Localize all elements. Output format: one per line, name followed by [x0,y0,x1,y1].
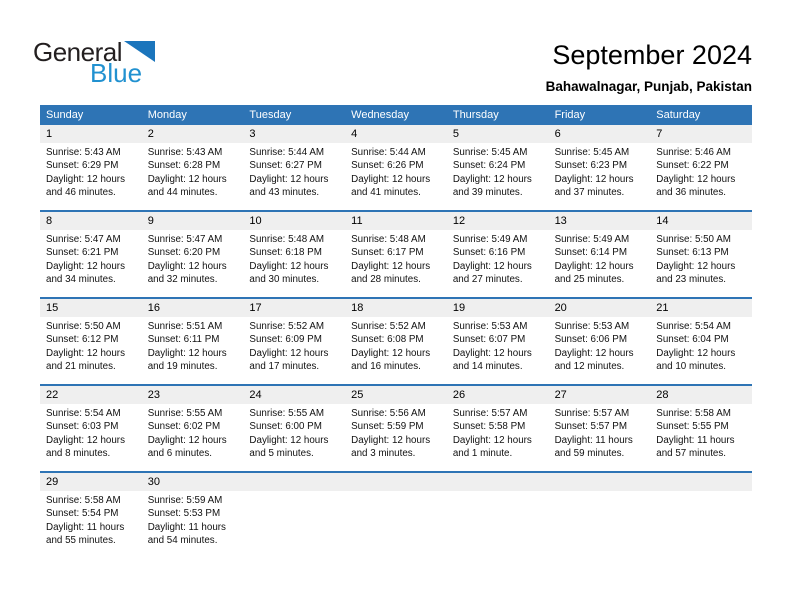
title-block [546,40,752,94]
day-cell-empty [447,473,549,560]
day-details [549,317,651,374]
daylight-text: Daylight: 12 hours and 5 minutes. [249,434,329,460]
sunrise-text: Sunrise: 5:45 AM [554,147,630,158]
sunrise-text: Sunrise: 5:55 AM [147,408,223,419]
day-cell-8 [40,212,142,297]
day-details [243,404,345,461]
day-details [650,491,752,494]
day-number [243,473,345,491]
day-number: 18 [345,299,447,317]
daylight-text: Daylight: 12 hours and 12 minutes. [554,347,634,373]
day-cell-9 [142,212,244,297]
sunset-text: Sunset: 6:16 PM [452,247,526,259]
weekday-header-thursday: Thursday [452,109,499,121]
sunrise-text: Sunrise: 5:45 AM [452,147,528,158]
sunset-text: Sunset: 6:17 PM [351,247,424,259]
day-details [142,230,244,287]
day-details [447,317,549,374]
day-number: 9 [142,212,244,230]
sunset-text: Sunset: 6:28 PM [147,160,221,172]
day-cell-11 [345,212,447,297]
day-details [447,404,549,461]
day-cell-28 [650,386,752,471]
sunrise-text: Sunrise: 5:50 AM [656,234,731,245]
sunset-text: Sunset: 6:13 PM [656,247,729,259]
day-details [549,404,651,461]
logo-text-general: General [33,37,122,67]
daylight-text: Daylight: 11 hours and 59 minutes. [554,434,633,460]
day-details [142,404,244,461]
weekday-header-wednesday: Wednesday [351,109,410,121]
day-details [40,404,142,461]
calendar-week-row [40,212,752,299]
weekday-header-friday: Friday [554,109,586,121]
calendar-week-row [40,125,752,212]
day-number: 28 [650,386,752,404]
day-number: 17 [243,299,345,317]
day-number: 14 [650,212,752,230]
day-cell-30 [142,473,244,560]
day-details [40,317,142,374]
day-cell-23 [142,386,244,471]
day-cell-12 [447,212,549,297]
sunset-text: Sunset: 6:18 PM [249,247,322,259]
sunrise-text: Sunrise: 5:48 AM [351,234,426,245]
sunset-text: Sunset: 6:02 PM [147,421,221,433]
daylight-text: Daylight: 12 hours and 19 minutes. [147,347,227,373]
day-details [549,491,651,494]
day-cell-7 [650,125,752,210]
sunset-text: Sunset: 6:08 PM [351,334,424,346]
day-cell-2 [142,125,244,210]
day-number: 21 [650,299,752,317]
day-number: 24 [243,386,345,404]
day-details [243,230,345,287]
weekday-header-saturday: Saturday [656,109,701,121]
sunset-text: Sunset: 6:22 PM [656,160,729,172]
sunset-text: Sunset: 6:24 PM [452,160,526,172]
daylight-text: Daylight: 12 hours and 39 minutes. [452,173,532,199]
day-cell-empty [549,473,651,560]
day-details [345,143,447,200]
sunset-text: Sunset: 6:27 PM [249,160,322,172]
daylight-text: Daylight: 12 hours and 44 minutes. [147,173,227,199]
daylight-text: Daylight: 12 hours and 1 minute. [452,434,532,460]
day-details [345,491,447,494]
sunrise-text: Sunrise: 5:44 AM [351,147,426,158]
day-number: 12 [447,212,549,230]
day-cell-empty [650,473,752,560]
day-details [142,317,244,374]
daylight-text: Daylight: 12 hours and 32 minutes. [147,260,227,286]
day-details [243,317,345,374]
day-number: 16 [142,299,244,317]
sunrise-text: Sunrise: 5:48 AM [249,234,325,245]
sunset-text: Sunset: 6:23 PM [554,160,627,172]
day-details [40,143,142,200]
daylight-text: Daylight: 12 hours and 8 minutes. [46,434,125,460]
calendar-week-row [40,386,752,473]
calendar-weeks [40,125,752,560]
weekday-header-sunday: Sunday [46,109,84,121]
day-number [345,473,447,491]
day-details [142,491,244,548]
sunset-text: Sunset: 5:57 PM [554,421,627,433]
sunrise-text: Sunrise: 5:43 AM [46,147,121,158]
day-details [447,143,549,200]
sunrise-text: Sunrise: 5:50 AM [46,321,121,332]
day-number: 11 [345,212,447,230]
day-details [549,230,651,287]
day-cell-6 [549,125,651,210]
sunrise-text: Sunrise: 5:58 AM [656,408,731,419]
day-number [549,473,651,491]
daylight-text: Daylight: 12 hours and 30 minutes. [249,260,329,286]
day-number: 10 [243,212,345,230]
daylight-text: Daylight: 12 hours and 3 minutes. [351,434,431,460]
day-cell-24 [243,386,345,471]
sunrise-text: Sunrise: 5:53 AM [452,321,528,332]
day-number: 2 [142,125,244,143]
day-cell-empty [243,473,345,560]
day-number [650,473,752,491]
sunrise-text: Sunrise: 5:59 AM [147,495,223,506]
page-subtitle: Bahawalnagar, Punjab, Pakistan [545,79,752,94]
day-number: 5 [447,125,549,143]
day-number: 4 [345,125,447,143]
day-details [650,230,752,287]
day-number: 8 [40,212,142,230]
day-cell-13 [549,212,651,297]
daylight-text: Daylight: 12 hours and 27 minutes. [452,260,532,286]
day-details [650,317,752,374]
sunrise-text: Sunrise: 5:47 AM [46,234,121,245]
calendar-week-row [40,299,752,386]
day-details [243,491,345,494]
day-cell-empty [345,473,447,560]
day-number: 29 [40,473,142,491]
day-details [650,143,752,200]
daylight-text: Daylight: 11 hours and 54 minutes. [147,521,226,547]
sunset-text: Sunset: 6:06 PM [554,334,627,346]
day-cell-17 [243,299,345,384]
daylight-text: Daylight: 12 hours and 28 minutes. [351,260,431,286]
day-number: 6 [549,125,651,143]
day-cell-22 [40,386,142,471]
day-number: 23 [142,386,244,404]
day-number: 7 [650,125,752,143]
day-cell-3 [243,125,345,210]
day-details [549,143,651,200]
sunset-text: Sunset: 6:03 PM [46,421,119,433]
day-number: 13 [549,212,651,230]
day-details [447,491,549,494]
sunset-text: Sunset: 5:53 PM [147,508,221,520]
day-details [243,143,345,200]
daylight-text: Daylight: 12 hours and 41 minutes. [351,173,431,199]
weekday-header-row [40,105,752,125]
day-number: 22 [40,386,142,404]
day-cell-5 [447,125,549,210]
day-cell-10 [243,212,345,297]
sunrise-text: Sunrise: 5:54 AM [46,408,121,419]
sunrise-text: Sunrise: 5:46 AM [656,147,731,158]
sunset-text: Sunset: 6:04 PM [656,334,729,346]
day-cell-25 [345,386,447,471]
day-cell-21 [650,299,752,384]
sunrise-text: Sunrise: 5:52 AM [351,321,426,332]
daylight-text: Daylight: 12 hours and 17 minutes. [249,347,329,373]
day-number: 20 [549,299,651,317]
day-number: 19 [447,299,549,317]
sunrise-text: Sunrise: 5:54 AM [656,321,731,332]
day-number: 25 [345,386,447,404]
day-details [345,230,447,287]
day-number: 3 [243,125,345,143]
day-details [447,230,549,287]
daylight-text: Daylight: 12 hours and 37 minutes. [554,173,634,199]
calendar-table [40,105,752,560]
sunrise-text: Sunrise: 5:49 AM [554,234,630,245]
sunset-text: Sunset: 6:07 PM [452,334,526,346]
day-cell-4 [345,125,447,210]
sunrise-text: Sunrise: 5:56 AM [351,408,426,419]
calendar-week-row [40,473,752,560]
day-number: 26 [447,386,549,404]
daylight-text: Daylight: 12 hours and 43 minutes. [249,173,329,199]
day-number: 15 [40,299,142,317]
day-cell-18 [345,299,447,384]
day-number: 1 [40,125,142,143]
day-cell-14 [650,212,752,297]
sunset-text: Sunset: 6:20 PM [147,247,221,259]
daylight-text: Daylight: 12 hours and 25 minutes. [554,260,634,286]
sunrise-text: Sunrise: 5:55 AM [249,408,325,419]
day-cell-29 [40,473,142,560]
sunrise-text: Sunrise: 5:57 AM [452,408,528,419]
day-cell-20 [549,299,651,384]
sunset-text: Sunset: 5:55 PM [656,421,729,433]
daylight-text: Daylight: 11 hours and 57 minutes. [656,434,735,460]
sunrise-text: Sunrise: 5:51 AM [147,321,223,332]
daylight-text: Daylight: 12 hours and 46 minutes. [46,173,125,199]
sunset-text: Sunset: 6:11 PM [147,334,220,346]
day-details [345,317,447,374]
sunset-text: Sunset: 6:09 PM [249,334,322,346]
sunset-text: Sunset: 6:12 PM [46,334,119,346]
day-number: 27 [549,386,651,404]
general-blue-logo [33,37,173,88]
sunset-text: Sunset: 5:54 PM [46,508,119,520]
day-cell-1 [40,125,142,210]
weekday-header-monday: Monday [147,109,187,121]
day-details [40,230,142,287]
sunset-text: Sunset: 6:14 PM [554,247,627,259]
daylight-text: Daylight: 12 hours and 14 minutes. [452,347,532,373]
sunset-text: Sunset: 5:58 PM [452,421,526,433]
daylight-text: Daylight: 12 hours and 10 minutes. [656,347,736,373]
day-details [650,404,752,461]
day-cell-19 [447,299,549,384]
sunrise-text: Sunrise: 5:44 AM [249,147,325,158]
daylight-text: Daylight: 11 hours and 55 minutes. [46,521,125,547]
daylight-text: Daylight: 12 hours and 23 minutes. [656,260,736,286]
day-details [40,491,142,548]
sunset-text: Sunset: 6:26 PM [351,160,424,172]
sunrise-text: Sunrise: 5:43 AM [147,147,223,158]
page-title: September 2024 [552,40,752,70]
day-cell-27 [549,386,651,471]
daylight-text: Daylight: 12 hours and 34 minutes. [46,260,125,286]
sunset-text: Sunset: 6:21 PM [46,247,119,259]
daylight-text: Daylight: 12 hours and 21 minutes. [46,347,125,373]
day-details [142,143,244,200]
sunrise-text: Sunrise: 5:57 AM [554,408,630,419]
day-number: 30 [142,473,244,491]
day-number [447,473,549,491]
sunrise-text: Sunrise: 5:47 AM [147,234,223,245]
weekday-header-tuesday: Tuesday [249,109,292,121]
sunset-text: Sunset: 6:00 PM [249,421,322,433]
sunset-text: Sunset: 5:59 PM [351,421,424,433]
daylight-text: Daylight: 12 hours and 16 minutes. [351,347,431,373]
sunset-text: Sunset: 6:29 PM [46,160,119,172]
day-cell-16 [142,299,244,384]
sunrise-text: Sunrise: 5:58 AM [46,495,121,506]
sunrise-text: Sunrise: 5:52 AM [249,321,325,332]
sunrise-text: Sunrise: 5:53 AM [554,321,630,332]
sunrise-text: Sunrise: 5:49 AM [452,234,528,245]
daylight-text: Daylight: 12 hours and 36 minutes. [656,173,736,199]
day-details [345,404,447,461]
daylight-text: Daylight: 12 hours and 6 minutes. [147,434,227,460]
day-cell-26 [447,386,549,471]
day-cell-15 [40,299,142,384]
logo-text-blue: Blue [90,58,143,88]
